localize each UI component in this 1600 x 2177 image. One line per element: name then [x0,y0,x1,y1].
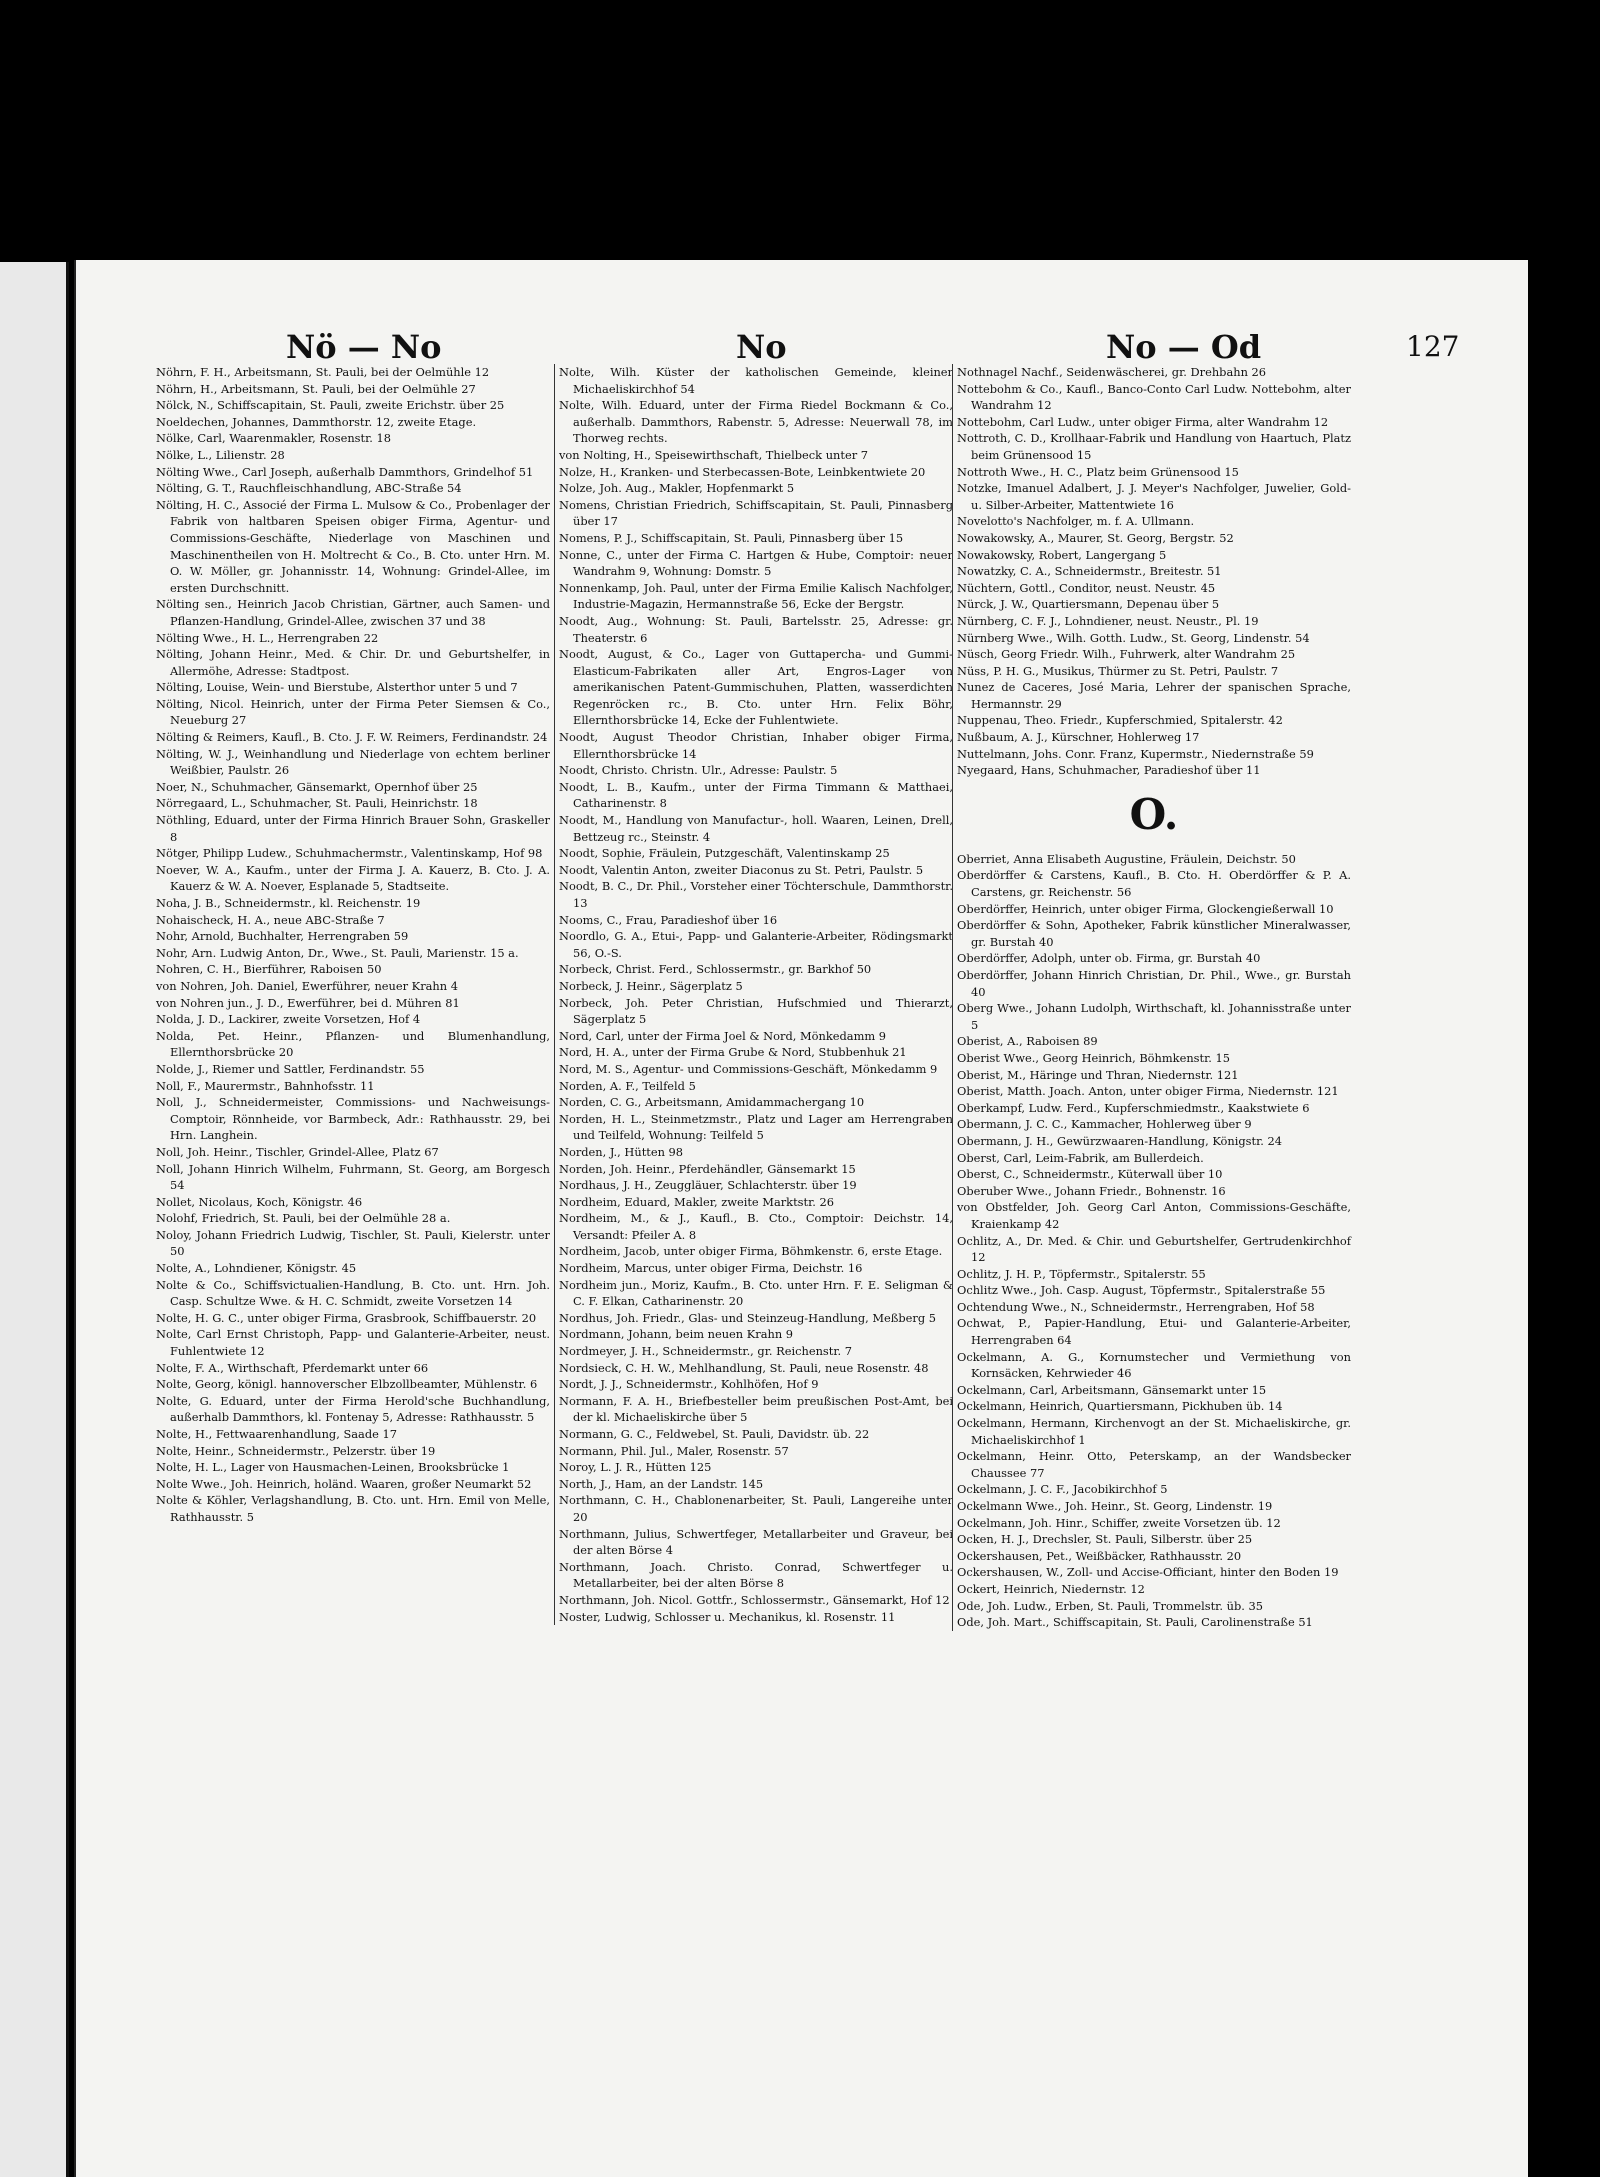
directory-entry: Noll, J., Schneidermeister, Commissions- und Nachweisungs-Comptoir, Rönnheide, vor Barmbeck, Adr.: Rathhausstr. 29, bei Hrn. Langhein. [156,1095,550,1143]
directory-entry: Nyegaard, Hans, Schuhmacher, Paradieshof über 11 [957,763,1261,778]
directory-entry: von Nohren, Joh. Daniel, Ewerführer, neuer Krahn 4 [156,978,458,993]
directory-entry: Ockelmann, Heinr. Otto, Peterskamp, an der Wandsbecker Chaussee 77 [957,1449,1351,1480]
directory-entry: Obermann, J. H., Gewürzwaaren-Handlung, Königstr. 24 [957,1133,1282,1148]
directory-entry: Ockelmann, Hermann, Kirchenvogt an der St. Michaeliskirche, gr. Michaeliskirchhof 1 [957,1416,1351,1447]
directory-page [74,260,1528,2177]
directory-entry: Noodt, Aug., Wohnung: St. Pauli, Bartelsstr. 25, Adresse: gr. Theaterstr. 6 [559,613,953,645]
directory-entry: Oberdörffer, Johann Hinrich Christian, Dr. Phil., Wwe., gr. Burstah 40 [957,968,1351,999]
directory-entry: Nordhaus, J. H., Zeuggläuer, Schlachterstr. über 19 [559,1178,857,1193]
directory-entry: Nolohf, Friedrich, St. Pauli, bei der Oelmühle 28 a. [156,1211,451,1226]
directory-entry: Nuppenau, Theo. Friedr., Kupferschmied, Spitalerstr. 42 [957,713,1283,728]
directory-entry: Nollet, Nicolaus, Koch, Königstr. 46 [156,1194,363,1209]
directory-entry: Nohaischeck, H. A., neue ABC-Straße 7 [156,912,385,927]
directory-entry: von Obstfelder, Joh. Georg Carl Anton, Commissions-Geschäfte, Kraienkamp 42 [957,1200,1351,1231]
directory-entry: Nölting Wwe., H. L., Herrengraben 22 [156,630,379,645]
directory-entry: Normann, Phil. Jul., Maler, Rosenstr. 57 [559,1443,789,1458]
directory-entry: Oberist Wwe., Georg Heinrich, Böhmkenstr. 15 [957,1050,1231,1065]
directory-entry: Nolda, Pet. Heinr., Pflanzen- und Blumenhandlung, Ellernthorsbrücke 20 [156,1028,550,1060]
directory-entry: Noroy, L. J. R., Hütten 125 [559,1460,712,1475]
directory-entry: Noll, Johann Hinrich Wilhelm, Fuhrmann, St. Georg, am Borgesch 54 [156,1161,550,1193]
directory-entry: Nooms, C., Frau, Paradieshof über 16 [559,912,778,927]
directory-entry: Novelotto's Nachfolger, m. f. A. Ullmann. [957,514,1195,529]
directory-entry: Noodt, B. C., Dr. Phil., Vorsteher einer Töchterschule, Dammthorstr. 13 [559,879,953,910]
directory-entry: von Nolting, H., Speisewirthschaft, Thielbeck unter 7 [559,447,869,462]
directory-entry: Nürck, J. W., Quartiersmann, Depenau über 5 [957,597,1220,612]
directory-entry: Nölke, L., Lilienstr. 28 [156,447,285,462]
directory-entry: Nußbaum, A. J., Kürschner, Hohlerweg 17 [957,730,1200,745]
directory-entry: Nüsch, Georg Friedr. Wilh., Fuhrwerk, alter Wandrahm 25 [957,647,1296,662]
directory-entry: Nolze, H., Kranken- und Sterbecassen-Bote, Leinbkentwiete 20 [559,464,926,479]
column-middle [554,364,953,1625]
directory-entry: Ode, Joh. Ludw., Erben, St. Pauli, Trommelstr. üb. 35 [957,1598,1263,1613]
directory-entry: Noever, W. A., Kaufm., unter der Firma J. A. Kauerz, B. Cto. J. A. Kauerz & W. A. Noever, Esplanade 5, Stadtseite. [156,862,550,894]
directory-entry: Nordheim, Marcus, unter obiger Firma, Deichstr. 16 [559,1261,863,1276]
column-right-o-entries [957,851,1351,1631]
directory-entry: Nüchtern, Gottl., Conditor, neust. Neustr. 45 [957,580,1216,595]
directory-entry: Nordt, J. J., Schneidermstr., Kohlhöfen, Hof 9 [559,1377,819,1392]
directory-entry: Oberriet, Anna Elisabeth Augustine, Fräulein, Deichstr. 50 [957,851,1296,866]
page-number: 127 [1406,330,1460,363]
directory-entry: Ockert, Heinrich, Niedernstr. 12 [957,1581,1145,1596]
column-right-n-entries [957,364,1351,779]
directory-entry: Nolda, J. D., Lackirer, zweite Vorsetzen, Hof 4 [156,1012,421,1027]
directory-entry: Ockelmann, J. C. F., Jacobikirchhof 5 [957,1482,1168,1497]
directory-entry: Normann, G. C., Feldwebel, St. Pauli, Davidstr. üb. 22 [559,1427,870,1441]
directory-entry: Nolze, Joh. Aug., Makler, Hopfenmarkt 5 [559,481,795,496]
directory-entry: Noha, J. B., Schneidermstr., kl. Reichenstr. 19 [156,896,421,910]
directory-entry: Noster, Ludwig, Schlosser u. Mechanikus, kl. Rosenstr. 11 [559,1609,896,1624]
directory-entry: Norden, J., Hütten 98 [559,1144,684,1159]
directory-entry: Nolte, Georg, königl. hannoverscher Elbzollbeamter, Mühlenstr. 6 [156,1377,538,1392]
directory-entry: Noll, Joh. Heinr., Tischler, Grindel-Allee, Platz 67 [156,1144,439,1159]
directory-entry: Nötger, Philipp Ludew., Schuhmachermstr., Valentinskamp, Hof 98 [156,846,543,861]
directory-entry: Nomens, Christian Friedrich, Schiffscapitain, St. Pauli, Pinnasberg über 17 [559,497,953,529]
directory-entry: Noodt, M., Handlung von Manufactur-, holl. Waaren, Leinen, Drell, Bettzeug rc., Steinstr. 4 [559,813,953,844]
directory-entry: North, J., Ham, an der Landstr. 145 [559,1476,764,1491]
section-letter-o: O. [1129,789,1179,839]
directory-entry: Nürnberg, C. F. J., Lohndiener, neust. Neustr., Pl. 19 [957,613,1259,628]
column-right [952,364,1351,1631]
directory-entry: Ochlitz, J. H. P., Töpfermstr., Spitalerstr. 55 [957,1266,1206,1281]
directory-entry: Nölting, H. C., Associé der Firma L. Mulsow & Co., Probenlager der Fabrik von haltbaren Speisen obiger Firma, Agentur- und Commissions-Geschäfte, Niederlage von Maschinen und Maschinentheilen von H. Moltrecht & Co., B. Cto. unter Hrn. M. O. W. Möller, gr. Johannisstr. 14, Wohnung: Grindel-Allee, im ersten Durchschnitt. [156,497,550,595]
directory-entry: Oberg Wwe., Johann Ludolph, Wirthschaft, kl. Johannisstraße unter 5 [957,1001,1351,1032]
directory-entry: von Nohren jun., J. D., Ewerführer, bei d. Mühren 81 [156,995,460,1010]
directory-entry: Norden, H. L., Steinmetzmstr., Platz und Lager am Herrengraben und Teilfeld, Wohnung: Teilfeld 5 [559,1111,953,1143]
directory-entry: Normann, F. A. H., Briefbesteller beim preußischen Post-Amt, bei der kl. Michaeliskirche über 5 [559,1393,953,1425]
directory-entry: Nolte, Wilh. Küster der katholischen Gemeinde, kleiner Michaeliskirchhof 54 [559,365,953,396]
directory-entry: Noordlo, G. A., Etui-, Papp- und Galanterie-Arbeiter, Rödingsmarkt 56, O.-S. [559,929,953,960]
directory-entry: Nörregaard, L., Schuhmacher, St. Pauli, Heinrichstr. 18 [156,796,478,811]
directory-entry: Nowakowsky, A., Maurer, St. Georg, Bergstr. 52 [957,530,1234,545]
directory-entry: Nolte, H., Fettwaarenhandlung, Saade 17 [156,1427,397,1441]
directory-entry: Oberist, M., Häringe und Thran, Niedernstr. 121 [957,1067,1239,1082]
directory-entry: Nordheim jun., Moriz, Kaufm., B. Cto. unter Hrn. F. E. Seligman & C. F. Elkan, Catharinenstr. 20 [559,1277,953,1309]
directory-entry: Nürnberg Wwe., Wilh. Gotth. Ludw., St. Georg, Lindenstr. 54 [957,630,1310,645]
directory-entry: Nölting & Reimers, Kaufl., B. Cto. J. F. W. Reimers, Ferdinandstr. 24 [156,730,548,745]
directory-entry: Ockershausen, Pet., Weißbäcker, Rathhausstr. 20 [957,1548,1242,1563]
directory-entry: Oberkampf, Ludw. Ferd., Kupferschmiedmstr., Kaakstwiete 6 [957,1100,1310,1115]
directory-entry: Nolte, G. Eduard, unter der Firma Herold'sche Buchhandlung, außerhalb Dammthors, kl. Fontenay 5, Adresse: Rathhausstr. 5 [156,1393,550,1425]
directory-entry: Nolde, J., Riemer und Sattler, Ferdinandstr. 55 [156,1061,425,1076]
directory-entry: Obermann, J. C. C., Kammacher, Hohlerweg über 9 [957,1117,1252,1132]
directory-entry: Nölting, G. T., Rauchfleischhandlung, ABC-Straße 54 [156,481,462,496]
directory-entry: Nordsieck, C. H. W., Mehlhandlung, St. Pauli, neue Rosenstr. 48 [559,1360,929,1375]
directory-entry: Nölting, W. J., Weinhandlung und Niederlage von echtem berliner Weißbier, Paulstr. 26 [156,746,550,778]
directory-entry: Nordmeyer, J. H., Schneidermstr., gr. Reichenstr. 7 [559,1344,853,1359]
directory-entry: Nolte & Co., Schiffsvictualien-Handlung, B. Cto. unt. Hrn. Joh. Casp. Schultze Wwe. & H. C. Schmidt, zweite Vorsetzen 14 [156,1277,550,1309]
directory-entry: Ockelmann, Carl, Arbeitsmann, Gänsemarkt unter 15 [957,1382,1267,1397]
column-left [156,364,550,1526]
directory-entry: Norbeck, J. Heinr., Sägerplatz 5 [559,978,743,993]
directory-entry: Ode, Joh. Mart., Schiffscapitain, St. Pauli, Carolinenstraße 51 [957,1615,1313,1630]
directory-entry: Nölting, Johann Heinr., Med. & Chir. Dr. und Geburtshelfer, in Allermöhe, Adresse: Stadtpost. [156,647,550,678]
directory-entry: Nuttelmann, Johs. Conr. Franz, Kupermstr., Niedernstraße 59 [957,746,1314,761]
directory-entry: Ochwat, P., Papier-Handlung, Etui- und Galanterie-Arbeiter, Herrengraben 64 [957,1316,1351,1348]
directory-entry: Nomens, P. J., Schiffscapitain, St. Pauli, Pinnasberg über 15 [559,530,904,545]
directory-entry: Ockelmann, Heinrich, Quartiersmann, Pickhuben üb. 14 [957,1399,1283,1414]
directory-entry: Oberst, C., Schneidermstr., Küterwall über 10 [957,1167,1223,1182]
directory-entry: Nowakowsky, Robert, Langergang 5 [957,547,1167,562]
directory-entry: Nordhus, Joh. Friedr., Glas- und Steinzeug-Handlung, Meßberg 5 [559,1310,937,1325]
directory-entry: Nöhrn, H., Arbeitsmann, St. Pauli, bei der Oelmühle 27 [156,381,476,396]
running-head-center: No [736,328,787,366]
directory-entry: Notzke, Imanuel Adalbert, J. J. Meyer's Nachfolger, Juwelier, Gold- u. Silber-Arbeiter, Mattentwiete 16 [957,481,1351,512]
directory-entry: Nolte, Wilh. Eduard, unter der Firma Riedel Bockmann & Co., außerhalb. Dammthors, Rabenstr. 5, Adresse: Neuerwall 78, im Thorweg rechts. [559,398,953,446]
directory-entry: Norden, A. F., Teilfeld 5 [559,1078,696,1093]
directory-entry: Nottebohm, Carl Ludw., unter obiger Firma, alter Wandrahm 12 [957,414,1329,429]
directory-entry: Nölting sen., Heinrich Jacob Christian, Gärtner, auch Samen- und Pflanzen-Handlung, Grindel-Allee, zwischen 37 und 38 [156,597,550,628]
directory-entry: Ocken, H. J., Drechsler, St. Pauli, Silberstr. über 25 [957,1532,1253,1547]
directory-entry: Nöthling, Eduard, unter der Firma Hinrich Brauer Sohn, Graskeller 8 [156,813,550,844]
directory-entry: Nölting, Louise, Wein- und Bierstube, Alsterthor unter 5 und 7 [156,680,518,695]
directory-entry: Nolte, F. A., Wirthschaft, Pferdemarkt unter 66 [156,1360,429,1375]
directory-entry: Oberdörffer & Sohn, Apotheker, Fabrik künstlicher Mineralwasser, gr. Burstah 40 [957,918,1351,949]
directory-entry: Norbeck, Christ. Ferd., Schlossermstr., gr. Barkhof 50 [559,962,872,977]
directory-entry: Nonne, C., unter der Firma C. Hartgen & Hube, Comptoir: neuer Wandrahm 9, Wohnung: Domstr. 5 [559,547,953,579]
directory-entry: Nolte, Heinr., Schneidermstr., Pelzerstr. über 19 [156,1443,436,1458]
directory-entry: Nolte, H. G. C., unter obiger Firma, Grasbrook, Schiffbauerstr. 20 [156,1310,537,1325]
directory-entry: Nohren, C. H., Bierführer, Raboisen 50 [156,962,382,977]
directory-entry: Oberuber Wwe., Johann Friedr., Bohnenstr. 16 [957,1183,1226,1198]
running-head-right: No — Od [1106,328,1262,366]
directory-entry: Nowatzky, C. A., Schneidermstr., Breitestr. 51 [957,564,1222,579]
directory-entry: Noodt, August, & Co., Lager von Guttapercha- und Gummi-Elasticum-Fabrikaten aller Art, Engros-Lager von amerikanischen Patent-Gummischuhen, Platten, wasserdichten Regenröcken rc., B. Cto. unter Hrn. Felix Böhr, Ellernthorsbrücke 14, Ecke der Fuhlentwiete. [559,647,953,728]
directory-entry: Oberdörffer, Heinrich, unter obiger Firma, Glockengießerwall 10 [957,901,1334,916]
directory-entry: Nolte, A., Lohndiener, Königstr. 45 [156,1261,357,1276]
directory-entry: Nolte, Carl Ernst Christoph, Papp- und Galanterie-Arbeiter, neust. Fuhlentwiete 12 [156,1327,550,1359]
directory-entry: Norbeck, Joh. Peter Christian, Hufschmied und Thierarzt, Sägerplatz 5 [559,995,953,1027]
directory-entry: Nolte, H. L., Lager von Hausmachen-Leinen, Brooksbrücke 1 [156,1460,510,1475]
directory-entry: Nord, M. S., Agentur- und Commissions-Geschäft, Mönkedamm 9 [559,1061,938,1076]
directory-entry: Nölke, Carl, Waarenmakler, Rosenstr. 18 [156,431,392,446]
running-head-left: Nö — No [286,328,442,366]
directory-entry: Nordheim, Jacob, unter obiger Firma, Böhmkenstr. 6, erste Etage. [559,1244,943,1259]
directory-entry: Nolte & Köhler, Verlagshandlung, B. Cto. unt. Hrn. Emil von Melle, Rathhausstr. 5 [156,1493,550,1524]
directory-entry: Nunez de Caceres, José Maria, Lehrer der spanischen Sprache, Hermannstr. 29 [957,680,1351,711]
previous-page-edge [0,262,69,2177]
directory-entry: Nothnagel Nachf., Seidenwäscherei, gr. Drehbahn 26 [957,365,1267,379]
directory-entry: Ochtendung Wwe., N., Schneidermstr., Herrengraben, Hof 58 [957,1299,1315,1314]
directory-entry: Noeldechen, Johannes, Dammthorstr. 12, zweite Etage. [156,414,477,429]
directory-entry: Nonnenkamp, Joh. Paul, unter der Firma Emilie Kalisch Nachfolger, Industrie-Magazin, Hermannstraße 56, Ecke der Bergstr. [559,580,953,612]
directory-entry: Nüss, P. H. G., Musikus, Thürmer zu St. Petri, Paulstr. 7 [957,663,1279,678]
directory-entry: Oberdörffer & Carstens, Kaufl., B. Cto. H. Oberdörffer & P. A. Carstens, gr. Reichenstr. 56 [957,868,1351,900]
directory-entry: Oberst, Carl, Leim-Fabrik, am Bullerdeich. [957,1150,1204,1165]
directory-entry: Norden, C. G., Arbeitsmann, Amidammachergang 10 [559,1095,865,1110]
directory-entry: Nord, H. A., unter der Firma Grube & Nord, Stubbenhuk 21 [559,1045,907,1060]
directory-entry: Nordheim, Eduard, Makler, zweite Marktstr. 26 [559,1194,835,1209]
directory-entry: Northmann, Joach. Christo. Conrad, Schwertfeger u. Metallarbeiter, bei der alten Börse 8 [559,1559,953,1591]
directory-entry: Ochlitz, A., Dr. Med. & Chir. und Geburtshelfer, Gertrudenkirchhof 12 [957,1233,1351,1265]
directory-entry: Ockelmann, A. G., Kornumstecher und Vermiethung von Kornsäcken, Kehrwieder 46 [957,1349,1351,1381]
directory-entry: Northmann, C. H., Chablonenarbeiter, St. Pauli, Langereihe unter 20 [559,1493,953,1524]
directory-entry: Ockelmann Wwe., Joh. Heinr., St. Georg, Lindenstr. 19 [957,1499,1273,1513]
directory-entry: Noodt, Christo. Christn. Ulr., Adresse: Paulstr. 5 [559,763,838,778]
directory-entry: Oberist, Matth. Joach. Anton, unter obiger Firma, Niedernstr. 121 [957,1084,1339,1099]
directory-entry: Nordmann, Johann, beim neuen Krahn 9 [559,1327,794,1342]
directory-entry: Nottroth, C. D., Krollhaar-Fabrik und Handlung von Haartuch, Platz beim Grünensood 15 [957,431,1351,462]
directory-entry: Nölck, N., Schiffscapitain, St. Pauli, zweite Erichstr. über 25 [156,398,505,413]
directory-entry: Noodt, L. B., Kaufm., unter der Firma Timmann & Matthaei, Catharinenstr. 8 [559,779,953,811]
directory-entry: Oberist, A., Raboisen 89 [957,1034,1098,1049]
directory-entry: Nölting, Nicol. Heinrich, unter der Firma Peter Siemsen & Co., Neueburg 27 [156,696,550,728]
directory-entry: Nolte Wwe., Joh. Heinrich, holänd. Waaren, großer Neumarkt 52 [156,1476,532,1491]
directory-entry: Nottebohm & Co., Kaufl., Banco-Conto Carl Ludw. Nottebohm, alter Wandrahm 12 [957,381,1351,413]
directory-entry: Nölting Wwe., Carl Joseph, außerhalb Dammthors, Grindelhof 51 [156,464,534,479]
directory-entry: Noloy, Johann Friedrich Ludwig, Tischler, St. Pauli, Kielerstr. unter 50 [156,1227,550,1259]
directory-entry: Noll, F., Maurermstr., Bahnhofsstr. 11 [156,1078,375,1093]
directory-entry: Nordheim, M., & J., Kaufl., B. Cto., Comptoir: Deichstr. 14, Versandt: Pfeiler A. 8 [559,1211,953,1242]
directory-entry: Oberdörffer, Adolph, unter ob. Firma, gr. Burstah 40 [957,951,1261,966]
directory-entry: Northmann, Julius, Schwertfeger, Metallarbeiter und Graveur, bei der alten Börse 4 [559,1526,953,1558]
directory-entry: Northmann, Joh. Nicol. Gottfr., Schlossermstr., Gänsemarkt, Hof 12 [559,1592,950,1607]
directory-entry: Nottroth Wwe., H. C., Platz beim Grünensood 15 [957,464,1239,479]
directory-entry: Noer, N., Schuhmacher, Gänsemarkt, Opernhof über 25 [156,779,478,794]
directory-entry: Ochlitz Wwe., Joh. Casp. August, Töpfermstr., Spitalerstraße 55 [957,1283,1326,1298]
directory-entry: Norden, Joh. Heinr., Pferdehändler, Gänsemarkt 15 [559,1161,856,1176]
directory-entry: Nohr, Arn. Ludwig Anton, Dr., Wwe., St. Pauli, Marienstr. 15 a. [156,945,519,960]
directory-entry: Ockershausen, W., Zoll- und Accise-Officiant, hinter den Boden 19 [957,1565,1339,1580]
directory-entry: Noodt, Valentin Anton, zweiter Diaconus zu St. Petri, Paulstr. 5 [559,862,924,877]
directory-entry: Nohr, Arnold, Buchhalter, Herrengraben 59 [156,929,409,944]
directory-entry: Noodt, Sophie, Fräulein, Putzgeschäft, Valentinskamp 25 [559,846,890,861]
directory-entry: Noodt, August Theodor Christian, Inhaber obiger Firma, Ellernthorsbrücke 14 [559,730,953,761]
directory-entry: Nöhrn, F. H., Arbeitsmann, St. Pauli, bei der Oelmühle 12 [156,365,490,379]
directory-entry: Ockelmann, Joh. Hinr., Schiffer, zweite Vorsetzen üb. 12 [957,1515,1281,1530]
directory-entry: Nord, Carl, unter der Firma Joel & Nord, Mönkedamm 9 [559,1028,887,1043]
